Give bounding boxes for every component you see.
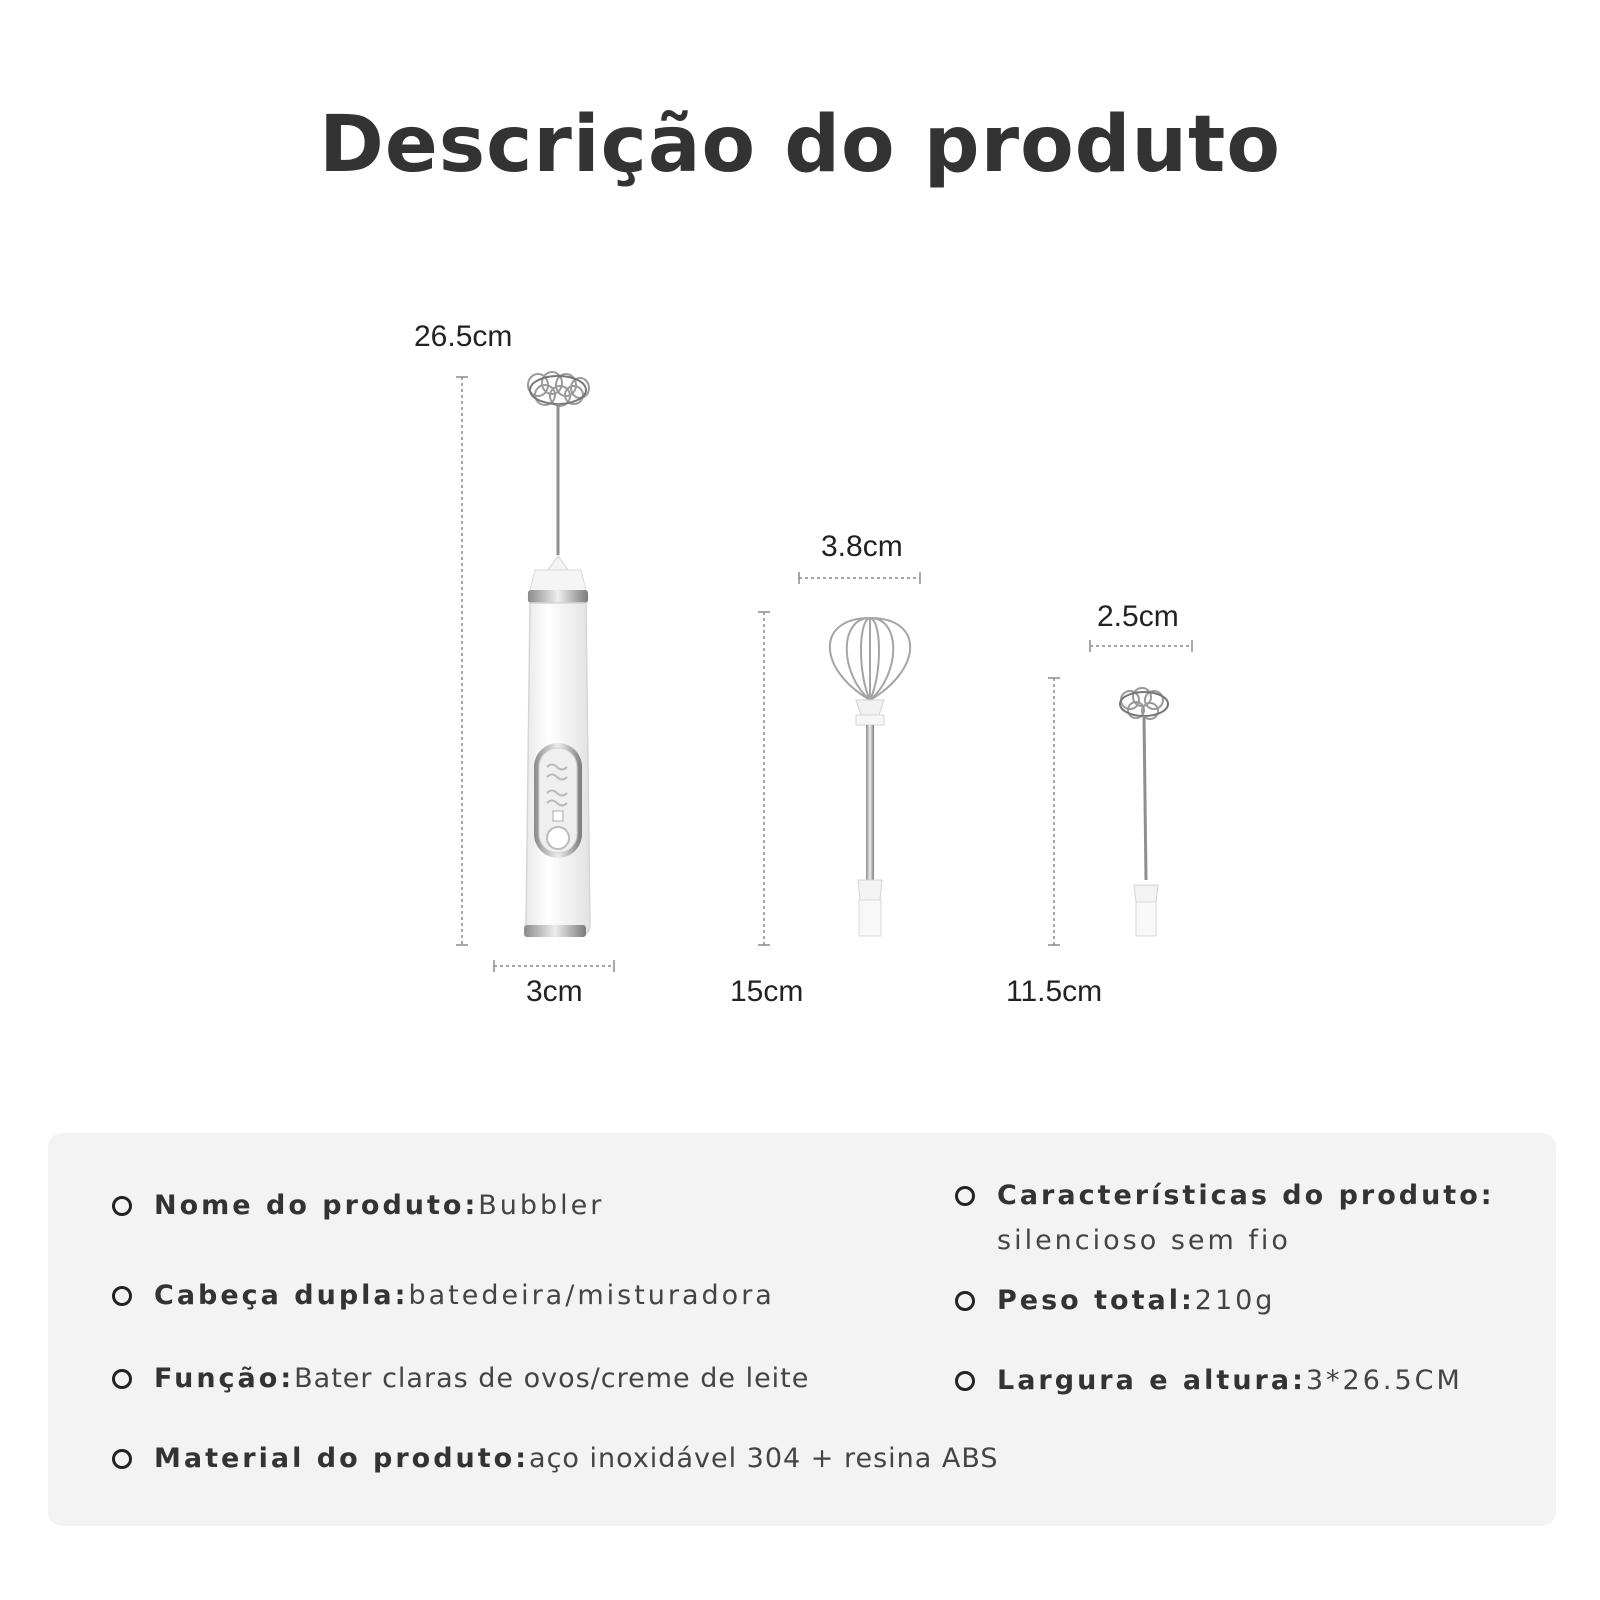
circle-bullet-icon (112, 1449, 132, 1469)
spec-value: aço inoxidável 304 + resina ABS (529, 1443, 999, 1474)
spec-label: Função: (154, 1363, 295, 1394)
spec-weight (955, 1285, 1275, 1316)
frother-height-label: 11.5cm (1006, 975, 1103, 1008)
whisk-width-label: 3.8cm (821, 530, 903, 563)
spec-label: Cabeça dupla: (154, 1280, 409, 1311)
spec-value: Bater claras de ovos/creme de leite (294, 1363, 810, 1394)
spec-value: Bubbler (478, 1190, 605, 1221)
spec-label: Nome do produto: (154, 1190, 479, 1221)
spec-value: batedeira/misturadora (408, 1280, 775, 1311)
page-title: Descrição do produto (319, 100, 1281, 190)
main-height-label: 26.5cm (414, 320, 513, 353)
spec-size (955, 1365, 1463, 1396)
spec-value: 210g (1194, 1285, 1276, 1316)
whisk-attachment (830, 618, 910, 936)
frother-width-label: 2.5cm (1097, 600, 1179, 633)
whisk-height-label: 15cm (730, 975, 804, 1008)
spec-label: Características do produto: (997, 1180, 1495, 1211)
spec-product-name (112, 1190, 604, 1221)
main-frother-device (524, 372, 590, 937)
spec-label: Largura e altura: (997, 1365, 1306, 1396)
spec-label: Material do produto: (154, 1443, 530, 1474)
spec-dual-head (112, 1280, 775, 1311)
main-width-label: 3cm (526, 975, 583, 1008)
coil-head (528, 372, 589, 406)
spec-features (955, 1180, 1495, 1256)
circle-bullet-icon (955, 1371, 975, 1391)
spec-value: 3*26.5CM (1305, 1365, 1463, 1396)
spec-function (112, 1363, 809, 1394)
circle-bullet-icon (112, 1369, 132, 1389)
frother-attachment (1120, 688, 1168, 936)
circle-bullet-icon (112, 1286, 132, 1306)
circle-bullet-icon (955, 1186, 975, 1206)
spec-material (112, 1443, 999, 1474)
circle-bullet-icon (955, 1291, 975, 1311)
spec-label: Peso total: (997, 1285, 1195, 1316)
spec-value: silencioso sem fio (997, 1225, 1291, 1256)
circle-bullet-icon (112, 1196, 132, 1216)
